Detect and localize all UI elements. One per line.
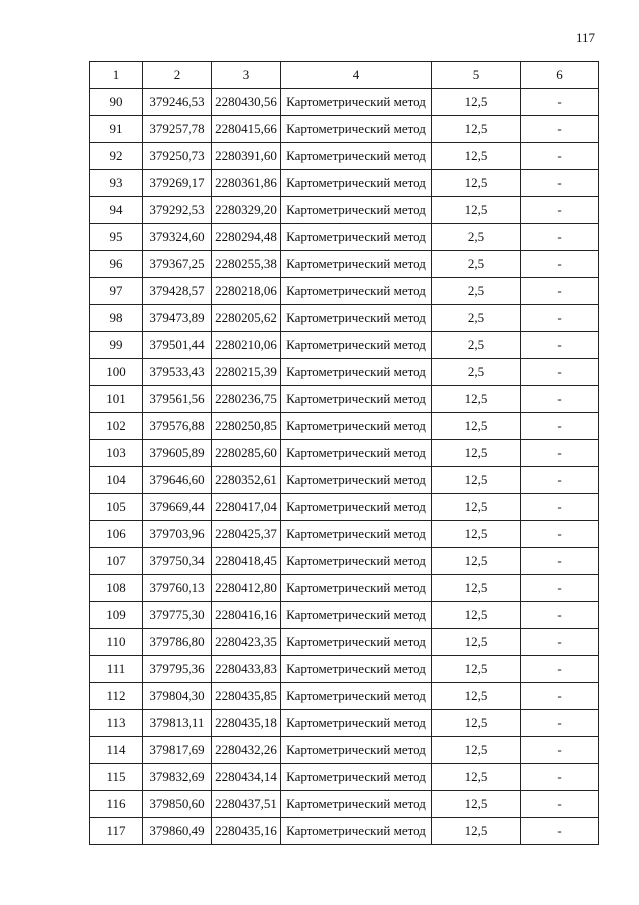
table-cell: 379860,49 (143, 818, 212, 845)
table-cell: 379428,57 (143, 278, 212, 305)
table-cell: 116 (90, 791, 143, 818)
table-cell: 12,5 (432, 629, 521, 656)
table-cell: 2280255,38 (212, 251, 281, 278)
table-cell: 2280416,16 (212, 602, 281, 629)
table-cell: 100 (90, 359, 143, 386)
table-cell: - (521, 413, 599, 440)
table-cell: 2280415,66 (212, 116, 281, 143)
table-cell: 379250,73 (143, 143, 212, 170)
table-cell: 117 (90, 818, 143, 845)
table-row (90, 764, 599, 791)
table-row (90, 710, 599, 737)
table-cell: 379786,80 (143, 629, 212, 656)
table-cell: - (521, 629, 599, 656)
table-cell: 12,5 (432, 737, 521, 764)
table-cell: 112 (90, 683, 143, 710)
table-cell: - (521, 467, 599, 494)
table-cell: 12,5 (432, 413, 521, 440)
table-cell: 93 (90, 170, 143, 197)
table-cell: Картометрический метод (281, 278, 432, 305)
table-cell: 12,5 (432, 764, 521, 791)
table-cell: 2280418,45 (212, 548, 281, 575)
table-cell: Картометрический метод (281, 359, 432, 386)
table-cell: 379576,88 (143, 413, 212, 440)
table-cell: - (521, 197, 599, 224)
table-cell: 379473,89 (143, 305, 212, 332)
table-cell: 379669,44 (143, 494, 212, 521)
table-cell: 379605,89 (143, 440, 212, 467)
table-cell: 101 (90, 386, 143, 413)
header-cell: 4 (281, 62, 432, 89)
table-row (90, 440, 599, 467)
table-row (90, 818, 599, 845)
table-cell: 109 (90, 602, 143, 629)
table-cell: 2280435,16 (212, 818, 281, 845)
table-cell: 2,5 (432, 224, 521, 251)
coordinates-table (89, 61, 599, 845)
table-row (90, 629, 599, 656)
header-cell: 1 (90, 62, 143, 89)
table-cell: 2,5 (432, 251, 521, 278)
table-cell: - (521, 332, 599, 359)
table-cell: 2280352,61 (212, 467, 281, 494)
table-row (90, 332, 599, 359)
table-cell: Картометрический метод (281, 89, 432, 116)
table-cell: 105 (90, 494, 143, 521)
table-cell: Картометрический метод (281, 602, 432, 629)
table-cell: 379795,36 (143, 656, 212, 683)
table-row (90, 521, 599, 548)
table-cell: Картометрический метод (281, 683, 432, 710)
table-cell: 2280294,48 (212, 224, 281, 251)
table-cell: 2280250,85 (212, 413, 281, 440)
table-row (90, 791, 599, 818)
table-cell: Картометрический метод (281, 197, 432, 224)
table-row (90, 548, 599, 575)
table-row (90, 224, 599, 251)
table-cell: 102 (90, 413, 143, 440)
table-cell: Картометрический метод (281, 764, 432, 791)
table-row (90, 602, 599, 629)
table-cell: Картометрический метод (281, 305, 432, 332)
table-cell: 379813,11 (143, 710, 212, 737)
table-cell: - (521, 737, 599, 764)
table-cell: - (521, 251, 599, 278)
table-cell: - (521, 386, 599, 413)
table-cell: 2,5 (432, 359, 521, 386)
table-cell: Картометрический метод (281, 791, 432, 818)
table-row (90, 575, 599, 602)
table-row (90, 467, 599, 494)
table-cell: 2280361,86 (212, 170, 281, 197)
table-cell: 12,5 (432, 386, 521, 413)
table-row (90, 305, 599, 332)
table-cell: - (521, 359, 599, 386)
table-cell: - (521, 764, 599, 791)
table-cell: Картометрический метод (281, 251, 432, 278)
table-cell: 12,5 (432, 602, 521, 629)
table-cell: 107 (90, 548, 143, 575)
table-cell: 115 (90, 764, 143, 791)
table-cell: Картометрический метод (281, 494, 432, 521)
table-cell: 379561,56 (143, 386, 212, 413)
table-cell: 2280412,80 (212, 575, 281, 602)
table-cell: 379501,44 (143, 332, 212, 359)
table-cell: 379832,69 (143, 764, 212, 791)
table-cell: 111 (90, 656, 143, 683)
table-cell: 95 (90, 224, 143, 251)
header-cell: 6 (521, 62, 599, 89)
table-row (90, 251, 599, 278)
table-row (90, 278, 599, 305)
table-cell: - (521, 575, 599, 602)
table-cell: Картометрический метод (281, 467, 432, 494)
table-cell: - (521, 818, 599, 845)
table-cell: Картометрический метод (281, 629, 432, 656)
table-cell: 12,5 (432, 116, 521, 143)
table-cell: 379367,25 (143, 251, 212, 278)
table-cell: 99 (90, 332, 143, 359)
table-cell: 2280329,20 (212, 197, 281, 224)
table-cell: 2280425,37 (212, 521, 281, 548)
table-cell: 97 (90, 278, 143, 305)
table-cell: 2280432,26 (212, 737, 281, 764)
table-cell: Картометрический метод (281, 737, 432, 764)
table-cell: Картометрический метод (281, 413, 432, 440)
table-cell: - (521, 548, 599, 575)
table-cell: 2280391,60 (212, 143, 281, 170)
table-cell: 12,5 (432, 683, 521, 710)
table-body (90, 62, 599, 845)
table-cell: Картометрический метод (281, 521, 432, 548)
table-cell: 94 (90, 197, 143, 224)
header-cell: 3 (212, 62, 281, 89)
table-cell: 379750,34 (143, 548, 212, 575)
table-row (90, 170, 599, 197)
table-cell: 12,5 (432, 521, 521, 548)
table-cell: 2280210,06 (212, 332, 281, 359)
table-cell: Картометрический метод (281, 170, 432, 197)
header-cell: 2 (143, 62, 212, 89)
table-cell: 2280434,14 (212, 764, 281, 791)
table-cell: 114 (90, 737, 143, 764)
table-cell: - (521, 278, 599, 305)
table-cell: 12,5 (432, 818, 521, 845)
table-cell: - (521, 116, 599, 143)
table-cell: 2280205,62 (212, 305, 281, 332)
table-cell: 12,5 (432, 467, 521, 494)
table-cell: 2,5 (432, 305, 521, 332)
table-cell: Картометрический метод (281, 548, 432, 575)
table-cell: 12,5 (432, 791, 521, 818)
table-cell: - (521, 440, 599, 467)
table-cell: 2280423,35 (212, 629, 281, 656)
header-cell: 5 (432, 62, 521, 89)
table-cell: 92 (90, 143, 143, 170)
table-cell: 103 (90, 440, 143, 467)
table-cell: 2,5 (432, 278, 521, 305)
table-cell: - (521, 305, 599, 332)
table-cell: 113 (90, 710, 143, 737)
table-cell: 2280437,51 (212, 791, 281, 818)
table-cell: 2280236,75 (212, 386, 281, 413)
table-row (90, 683, 599, 710)
table-cell: 12,5 (432, 440, 521, 467)
table-cell: 379246,53 (143, 89, 212, 116)
table-cell: Картометрический метод (281, 224, 432, 251)
table-cell: 91 (90, 116, 143, 143)
table-cell: 12,5 (432, 170, 521, 197)
table-cell: 98 (90, 305, 143, 332)
table-cell: 12,5 (432, 143, 521, 170)
table-cell: 106 (90, 521, 143, 548)
table-cell: - (521, 602, 599, 629)
table-cell: 379292,53 (143, 197, 212, 224)
table-cell: 2280430,56 (212, 89, 281, 116)
table-cell: Картометрический метод (281, 143, 432, 170)
table-cell: 2280435,85 (212, 683, 281, 710)
table-cell: 104 (90, 467, 143, 494)
table-header-row (90, 62, 599, 89)
table-cell: - (521, 494, 599, 521)
table-cell: 2280435,18 (212, 710, 281, 737)
table-cell: 12,5 (432, 575, 521, 602)
table-cell: 96 (90, 251, 143, 278)
table-cell: 2280285,60 (212, 440, 281, 467)
table-cell: 12,5 (432, 89, 521, 116)
table-cell: 12,5 (432, 656, 521, 683)
table-cell: - (521, 89, 599, 116)
table-cell: - (521, 143, 599, 170)
table-cell: - (521, 710, 599, 737)
table-row (90, 143, 599, 170)
table-row (90, 386, 599, 413)
table-cell: Картометрический метод (281, 116, 432, 143)
table-cell: 379775,30 (143, 602, 212, 629)
table-cell: 12,5 (432, 710, 521, 737)
table-cell: 2280218,06 (212, 278, 281, 305)
table-row (90, 656, 599, 683)
table-cell: 2,5 (432, 332, 521, 359)
table-row (90, 359, 599, 386)
table-cell: 379646,60 (143, 467, 212, 494)
table-cell: 90 (90, 89, 143, 116)
page-number: 117 (575, 30, 595, 45)
table-cell: 379850,60 (143, 791, 212, 818)
table-cell: Картометрический метод (281, 332, 432, 359)
table-cell: 108 (90, 575, 143, 602)
table-cell: Картометрический метод (281, 440, 432, 467)
table-cell: 12,5 (432, 197, 521, 224)
table-cell: Картометрический метод (281, 656, 432, 683)
table-cell: 379257,78 (143, 116, 212, 143)
table-cell: 2280433,83 (212, 656, 281, 683)
table-cell: Картометрический метод (281, 575, 432, 602)
table-cell: - (521, 521, 599, 548)
table-cell: 2280215,39 (212, 359, 281, 386)
table-cell: 12,5 (432, 548, 521, 575)
table-cell: 2280417,04 (212, 494, 281, 521)
table-row (90, 89, 599, 116)
table-cell: - (521, 791, 599, 818)
table-row (90, 737, 599, 764)
table-cell: - (521, 170, 599, 197)
table-row (90, 494, 599, 521)
table-cell: - (521, 224, 599, 251)
table-cell: 110 (90, 629, 143, 656)
table-cell: - (521, 656, 599, 683)
table-row (90, 413, 599, 440)
table-cell: Картометрический метод (281, 710, 432, 737)
table-cell: 379760,13 (143, 575, 212, 602)
table-cell: 12,5 (432, 494, 521, 521)
table-cell: 379533,43 (143, 359, 212, 386)
table-cell: Картометрический метод (281, 818, 432, 845)
table-cell: 379324,60 (143, 224, 212, 251)
table-cell: Картометрический метод (281, 386, 432, 413)
table-cell: - (521, 683, 599, 710)
table-cell: 379269,17 (143, 170, 212, 197)
table-cell: 379817,69 (143, 737, 212, 764)
table-row (90, 197, 599, 224)
table-cell: 379804,30 (143, 683, 212, 710)
table-row (90, 116, 599, 143)
table-cell: 379703,96 (143, 521, 212, 548)
